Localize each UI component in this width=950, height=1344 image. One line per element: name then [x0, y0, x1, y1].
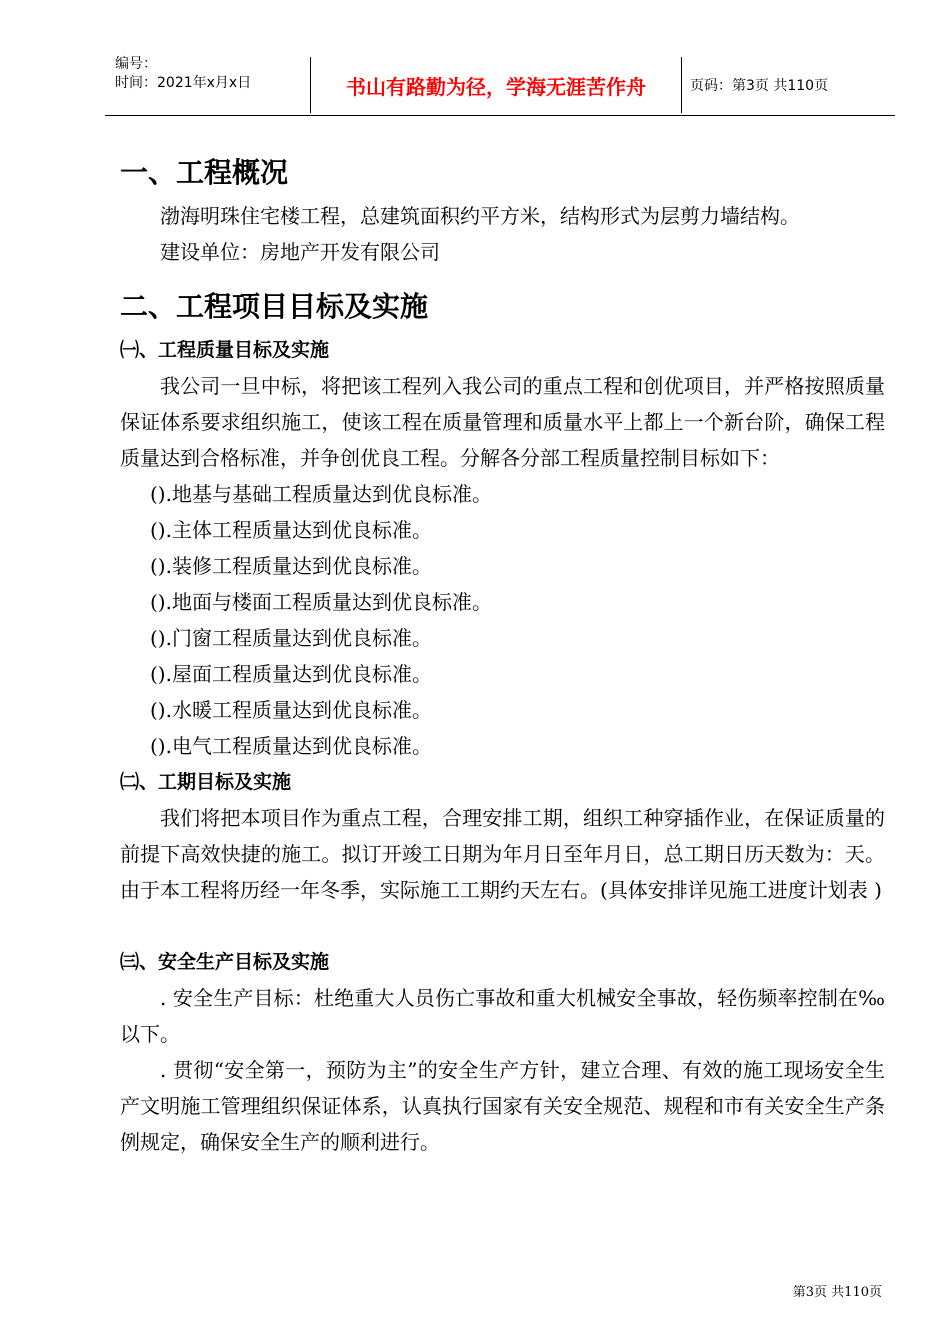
schedule-paragraph: 我们将把本项目作为重点工程，合理安排工期，组织工种穿插作业，在保证质量的前提下高效快捷的施工。拟订开竣工日期为年月日至年月日，总工期日历天数为：天。由于本工程将历经一年冬季，实际施工工期约天左右。(具体安排详见施工进度计划表 )	[120, 806, 885, 902]
header-table	[105, 49, 895, 116]
header-meta	[115, 55, 305, 93]
list-item: ().门窗工程质量达到优良标准。	[150, 626, 432, 650]
header-motto: 书山有路勤为径，学海无涯苦作舟	[310, 57, 682, 113]
list-item: ().装修工程质量达到优良标准。	[150, 554, 432, 578]
safety-policy-paragraph: . 贯彻“安全第一，预防为主”的安全生产方针，建立合理、有效的施工现场安全生产文明施工管理组织保证体系，认真执行国家有关安全规范、规程和市有关安全生产条例规定，确保安全生产的顺利进行。	[120, 1058, 885, 1154]
list-item: ().电气工程质量达到优良标准。	[150, 734, 432, 758]
safety-goal-paragraph: . 安全生产目标：杜绝重大人员伤亡事故和重大机械安全事故，轻伤频率控制在‰以下。	[120, 986, 885, 1046]
footer-page-number: 第3页 共110页	[792, 1285, 882, 1300]
developer-paragraph: 建设单位：房地产开发有限公司	[160, 240, 440, 264]
quality-paragraph: 我公司一旦中标，将把该工程列入我公司的重点工程和创优项目，并严格按照质量保证体系要求组织施工，使该工程在质量管理和质量水平上都上一个新台阶，确保工程质量达到合格标准，并争创优良工程。分解各分部工程质量控制目标如下：	[120, 374, 885, 470]
header-page-label: 页码：第3页 共110页	[690, 78, 829, 94]
subsection-title-safety: ㈢、安全生产目标及实施	[120, 951, 330, 973]
number-label: 编号：	[115, 56, 157, 72]
subsection-title-schedule: ㈡、工期目标及实施	[120, 771, 292, 793]
list-item: ().地基与基础工程质量达到优良标准。	[150, 482, 492, 506]
subsection-title-quality: ㈠、工程质量目标及实施	[120, 339, 330, 361]
document-body	[120, 148, 885, 1160]
time-label: 时间：2021年x月x日	[115, 75, 252, 91]
section-title-overview: 一、工程概况	[120, 156, 289, 189]
list-item: ().水暖工程质量达到优良标准。	[150, 698, 432, 722]
overview-paragraph: 渤海明珠住宅楼工程，总建筑面积约平方米，结构形式为层剪力墙结构。	[160, 204, 800, 228]
list-item: ().屋面工程质量达到优良标准。	[150, 662, 432, 686]
list-item: ().地面与楼面工程质量达到优良标准。	[150, 590, 492, 614]
list-item: ().主体工程质量达到优良标准。	[150, 518, 432, 542]
section-title-goals: 二、工程项目目标及实施	[120, 290, 429, 323]
